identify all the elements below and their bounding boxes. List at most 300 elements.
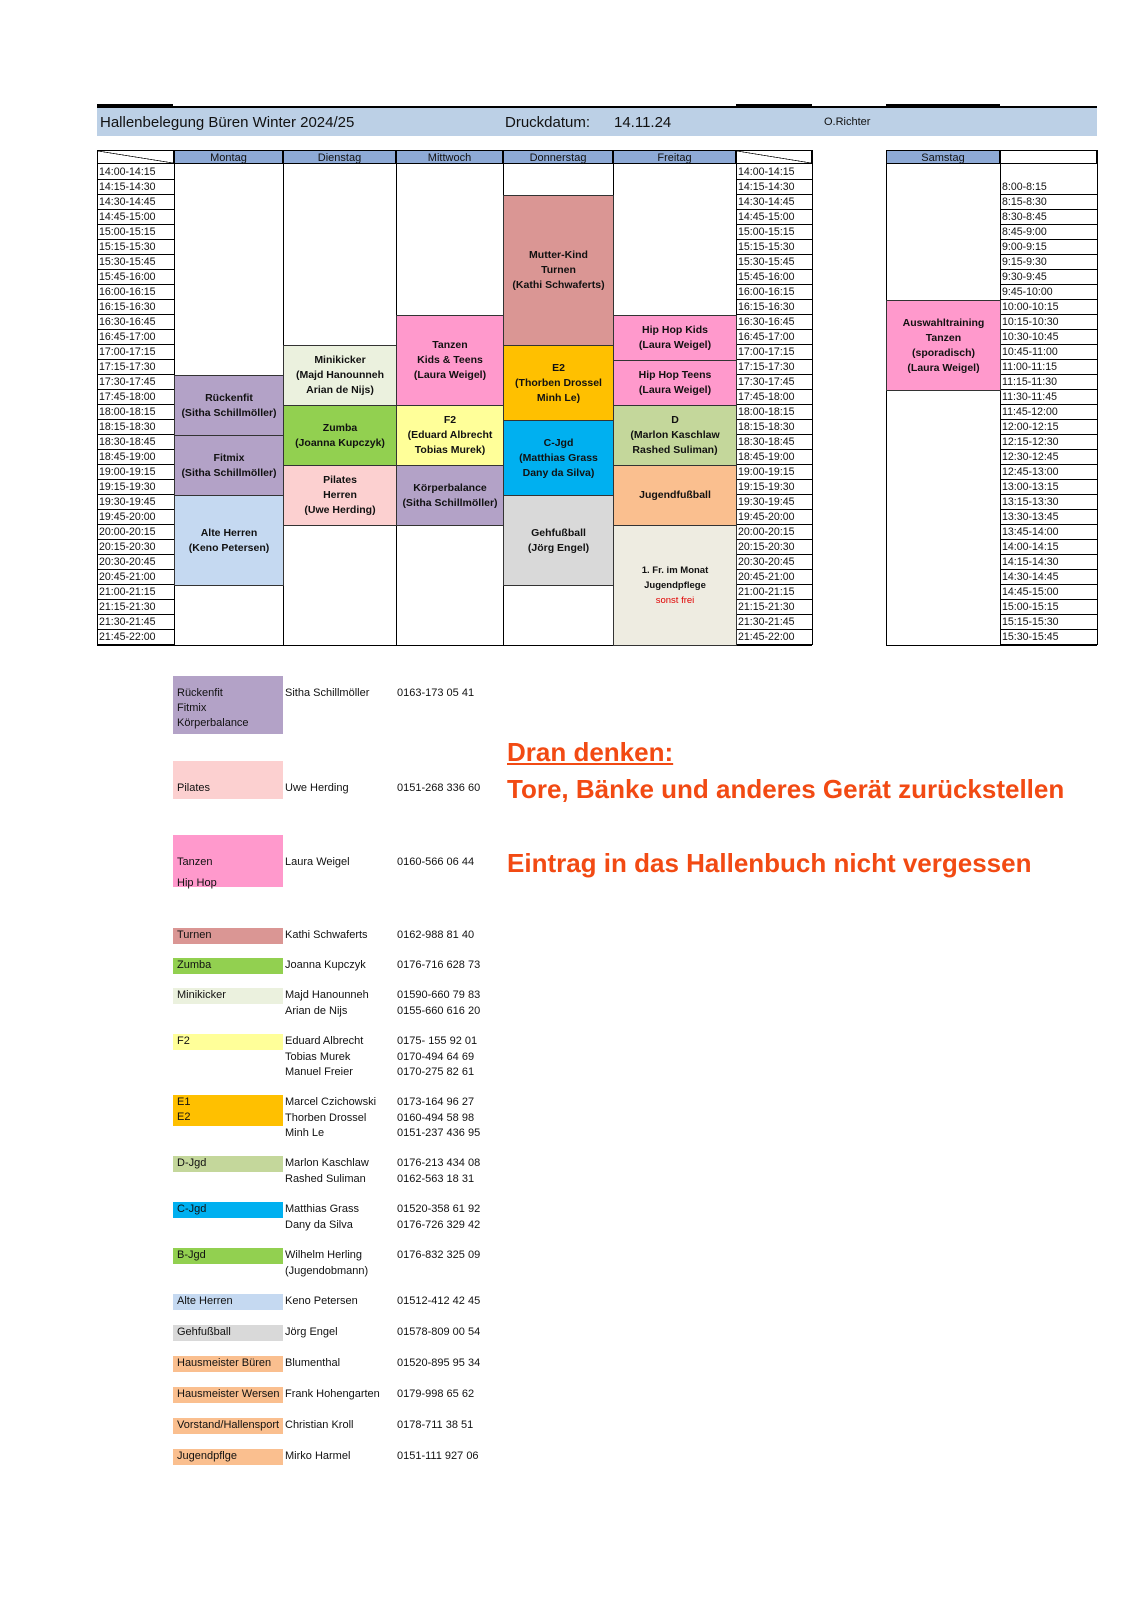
print-date: 14.11.24	[614, 114, 672, 131]
legend-label: Jugendpflge	[177, 1450, 237, 1462]
block-text: F2	[443, 414, 457, 426]
schedule-block-rueckenfit	[174, 375, 284, 436]
block-text: (Keno Petersen)	[188, 541, 270, 554]
contact-phone: 0151-268 336 60	[397, 782, 481, 794]
legend-swatch	[173, 1387, 283, 1403]
legend-label: C-Jgd	[177, 1203, 207, 1215]
block-text: Minh Le)	[536, 391, 581, 404]
legend-contact-names	[285, 1095, 376, 1142]
block-text: E2	[552, 361, 565, 374]
notice-heading: Dran denken:	[507, 737, 674, 767]
time-label-right: 20:00-20:15	[736, 525, 812, 540]
time-label-saturday: 9:00-9:15	[1000, 240, 1097, 255]
block-text: Tobias Murek)	[414, 444, 486, 456]
legend-contact-phones	[397, 1294, 480, 1310]
block-text: (Matthias Grass	[519, 451, 598, 464]
block-text: Pilates	[323, 474, 357, 486]
block-text: (Eduard Albrecht	[407, 429, 493, 441]
contact-name: Laura Weigel	[285, 856, 350, 868]
legend-contact-names	[285, 988, 369, 1019]
time-label-right: 20:45-21:00	[736, 570, 812, 585]
schedule-block-tanzen	[396, 315, 504, 406]
legend-contact-phones	[397, 1156, 480, 1187]
time-label-right: 15:30-15:45	[736, 255, 812, 270]
block-text: (Marlon Kaschlaw	[630, 429, 720, 441]
contact-phone: 0178-711 38 51	[397, 1419, 474, 1431]
grid-line	[886, 645, 1097, 646]
time-label-right: 21:00-21:15	[736, 585, 812, 600]
time-label-saturday: 14:30-14:45	[1000, 570, 1097, 585]
schedule-block-gehfussball	[503, 495, 614, 586]
contact-phone: 0170-494 64 69	[397, 1050, 475, 1063]
time-label-right: 16:15-16:30	[736, 300, 812, 315]
block-text: Dany da Silva)	[522, 466, 595, 479]
time-label-right: 20:15-20:30	[736, 540, 812, 555]
time-label-left: 17:00-17:15	[97, 345, 174, 360]
block-text: Rückenfit	[205, 391, 253, 404]
legend-contact-phones	[397, 1202, 480, 1233]
time-label-right: 19:00-19:15	[736, 465, 812, 480]
legend-label: B-Jgd	[177, 1249, 206, 1261]
legend-contact-phones	[397, 1325, 480, 1341]
time-label-left: 18:45-19:00	[97, 450, 174, 465]
block-text: Gehfußball	[531, 526, 586, 539]
time-label-left: 21:00-21:15	[97, 585, 174, 600]
block-text: Arian de Nijs)	[306, 384, 374, 396]
contact-phone: 01520-895 95 34	[397, 1357, 481, 1369]
time-label-saturday: 12:00-12:15	[1000, 420, 1097, 435]
time-label-left: 14:30-14:45	[97, 195, 174, 210]
time-label-left: 17:30-17:45	[97, 375, 174, 390]
legend-contact-phones	[397, 928, 474, 944]
time-label-right: 19:45-20:00	[736, 510, 812, 525]
time-label-right: 21:45-22:00	[736, 630, 812, 645]
schedule-block-mutter-kind	[503, 195, 614, 346]
block-text: C-Jgd	[543, 436, 574, 449]
time-label-right: 14:00-14:15	[736, 165, 812, 180]
contact-name: Wilhelm Herling	[285, 1249, 363, 1261]
time-label-left: 17:45-18:00	[97, 390, 174, 405]
time-label-saturday: 14:00-14:15	[1000, 540, 1097, 555]
page-title: Hallenbelegung Büren Winter 2024/25	[100, 114, 355, 131]
schedule-block-pilates	[283, 465, 397, 526]
contact-phone: 0176-726 329 42	[397, 1218, 481, 1231]
grid-line	[1097, 150, 1098, 645]
contact-phone: 0173-164 96 27	[397, 1096, 475, 1108]
contact-phone: 0151-111 927 06	[397, 1450, 479, 1462]
legend-label: E1	[177, 1096, 191, 1108]
legend-label: Minikicker	[177, 989, 226, 1001]
time-label-left: 20:30-20:45	[97, 555, 174, 570]
block-text: Tanzen	[925, 331, 962, 344]
legend-label: Rückenfit	[177, 687, 223, 699]
time-label-left: 19:30-19:45	[97, 495, 174, 510]
contact-name: Christian Kroll	[285, 1419, 354, 1431]
legend-swatch	[173, 835, 283, 887]
schedule-block-koerperbalance	[396, 465, 504, 526]
time-label-right: 19:30-19:45	[736, 495, 812, 510]
time-label-left: 18:30-18:45	[97, 435, 174, 450]
legend-label: Körperbalance	[177, 717, 249, 729]
legend-contact-names	[285, 1034, 363, 1081]
contact-phone: 0163-173 05 41	[397, 687, 475, 699]
time-label-right: 17:15-17:30	[736, 360, 812, 375]
notice-line-2: Eintrag in das Hallenbuch nicht vergessen	[507, 848, 1032, 878]
time-label-saturday: 10:45-11:00	[1000, 345, 1097, 360]
contact-phone: 0175- 155 92 01	[397, 1035, 478, 1047]
legend-contact-phones	[397, 855, 474, 871]
time-label-left: 16:00-16:15	[97, 285, 174, 300]
corner-cell	[736, 150, 812, 164]
contact-name: Sitha Schillmöller	[285, 687, 370, 699]
block-text: Mutter-Kind	[529, 249, 588, 261]
time-label-saturday: 12:45-13:00	[1000, 465, 1097, 480]
time-label-right: 15:15-15:30	[736, 240, 812, 255]
contact-phone: 01512-412 42 45	[397, 1295, 481, 1307]
block-text: Hip Hop Kids	[642, 324, 708, 336]
time-label-left: 20:45-21:00	[97, 570, 174, 585]
time-label-saturday: 9:15-9:30	[1000, 255, 1097, 270]
time-label-saturday: 11:00-11:15	[1000, 360, 1097, 375]
time-label-right: 15:45-16:00	[736, 270, 812, 285]
block-text: Fitmix	[213, 451, 245, 464]
legend-swatch	[173, 1034, 283, 1050]
block-text: Rashed Suliman)	[632, 444, 718, 456]
time-label-right: 21:15-21:30	[736, 600, 812, 615]
grid-line	[97, 150, 98, 645]
legend-label: D-Jgd	[177, 1157, 207, 1169]
block-text: D	[671, 414, 679, 426]
block-text: Alte Herren	[200, 526, 258, 539]
legend-contact-names	[285, 1248, 368, 1279]
grid-line	[1000, 150, 1001, 645]
time-label-right: 18:30-18:45	[736, 435, 812, 450]
schedule-block-f2	[396, 405, 504, 466]
contact-name: Frank Hohengarten	[285, 1388, 380, 1400]
time-label-left: 21:15-21:30	[97, 600, 174, 615]
block-text: Körperbalance	[413, 481, 487, 494]
legend-label: F2	[177, 1035, 190, 1047]
contact-name: Mirko Harmel	[285, 1450, 351, 1462]
time-label-right: 14:15-14:30	[736, 180, 812, 195]
legend-contact-names	[285, 1356, 340, 1372]
block-text: (Kathi Schwaferts)	[512, 279, 605, 291]
legend-contact-phones	[397, 686, 474, 702]
schedule-block-hiphop-kids	[613, 315, 737, 361]
contact-name: Dany da Silva	[285, 1218, 353, 1231]
corner-cell	[97, 150, 174, 164]
legend-contact-names	[285, 1202, 359, 1233]
time-label-left: 21:30-21:45	[97, 615, 174, 630]
time-label-left: 14:00-14:15	[97, 165, 174, 180]
time-label-saturday: 15:30-15:45	[1000, 630, 1097, 645]
day-header-samstag: Samstag	[886, 150, 1000, 164]
time-label-right: 16:30-16:45	[736, 315, 812, 330]
time-label-saturday: 9:30-9:45	[1000, 270, 1097, 285]
block-text: Herren	[323, 489, 357, 501]
legend-swatch	[173, 958, 283, 974]
legend-swatch	[173, 1248, 283, 1264]
schedule-block-auswahl	[886, 300, 1001, 391]
time-label-saturday: 14:15-14:30	[1000, 555, 1097, 570]
grid-line	[812, 150, 813, 645]
contact-phone: 01578-809 00 54	[397, 1326, 481, 1338]
block-text: Zumba	[322, 421, 358, 434]
contact-phone: 0155-660 616 20	[397, 1004, 481, 1017]
time-label-saturday: 15:00-15:15	[1000, 600, 1097, 615]
time-label-right: 18:15-18:30	[736, 420, 812, 435]
header-rule	[886, 104, 1000, 106]
contact-name: Kathi Schwaferts	[285, 929, 368, 941]
block-text: (Majd Hanounneh	[295, 369, 385, 381]
legend-label: Hausmeister Wersen	[177, 1388, 280, 1400]
header-rule	[736, 104, 812, 106]
schedule-block-hiphop-teens	[613, 360, 737, 406]
contact-phone: 01590-660 79 83	[397, 989, 481, 1001]
time-label-left: 20:00-20:15	[97, 525, 174, 540]
contact-phone: 0151-237 436 95	[397, 1127, 481, 1139]
day-header-montag: Montag	[174, 150, 283, 164]
legend-label: E2	[177, 1111, 191, 1123]
time-label-right: 20:30-20:45	[736, 555, 812, 570]
block-text: (Laura Weigel)	[413, 369, 487, 381]
legend-swatch	[173, 1294, 283, 1310]
block-text: Tanzen	[432, 339, 468, 351]
legend-contact-phones	[397, 1418, 473, 1434]
day-header-donnerstag: Donnerstag	[503, 150, 613, 164]
block-text: (sporadisch)	[911, 346, 975, 359]
legend-contact-names	[285, 1294, 358, 1310]
legend-swatch	[173, 1356, 283, 1372]
contact-phone: 0162-563 18 31	[397, 1172, 475, 1185]
contact-name: Rashed Suliman	[285, 1172, 366, 1185]
contact-name: Eduard Albrecht	[285, 1035, 364, 1047]
legend-contact-names	[285, 1387, 380, 1403]
legend-label: Pilates	[177, 782, 211, 794]
legend-swatch	[173, 1449, 283, 1465]
legend-contact-phones	[397, 1248, 480, 1264]
grid-line	[886, 150, 887, 645]
block-text: (Joanna Kupczyk)	[295, 436, 385, 449]
legend-contact-names	[285, 1418, 353, 1434]
time-label-right: 17:30-17:45	[736, 375, 812, 390]
time-label-saturday: 10:30-10:45	[1000, 330, 1097, 345]
contact-name: Arian de Nijs	[285, 1004, 348, 1017]
schedule-block-fitmix	[174, 435, 284, 496]
time-label-left: 14:45-15:00	[97, 210, 174, 225]
time-label-left: 14:15-14:30	[97, 180, 174, 195]
time-label-left: 17:15-17:30	[97, 360, 174, 375]
contact-name: Tobias Murek	[285, 1050, 351, 1063]
block-text: Hip Hop Teens	[638, 369, 712, 381]
day-header-mittwoch: Mittwoch	[396, 150, 503, 164]
time-label-right: 19:15-19:30	[736, 480, 812, 495]
time-label-right: 18:00-18:15	[736, 405, 812, 420]
contact-name: Blumenthal	[285, 1357, 341, 1369]
legend-contact-phones	[397, 1034, 477, 1081]
schedule-block-jugendfussball	[613, 465, 737, 526]
notice-line-1: Tore, Bänke und anderes Gerät zurückstellen	[507, 774, 1065, 804]
time-label-left: 19:15-19:30	[97, 480, 174, 495]
legend-label: Vorstand/Hallensport	[177, 1419, 280, 1431]
contact-name: Majd Hanounneh	[285, 989, 369, 1001]
time-label-saturday: 15:15-15:30	[1000, 615, 1097, 630]
header-bar	[97, 106, 1097, 136]
legend-contact-names	[285, 958, 366, 974]
author: O.Richter	[824, 116, 871, 128]
legend-contact-phones	[397, 1095, 480, 1142]
contact-phone: 0176-832 325 09	[397, 1249, 481, 1261]
time-label-saturday: 10:00-10:15	[1000, 300, 1097, 315]
block-text: (Laura Weigel)	[907, 361, 980, 374]
time-label-left: 18:15-18:30	[97, 420, 174, 435]
time-label-saturday: 8:45-9:00	[1000, 225, 1097, 240]
header-cell	[1000, 150, 1097, 164]
legend-label: Tanzen	[177, 856, 213, 868]
legend-label: Turnen	[177, 929, 212, 941]
legend-label: Gehfußball	[177, 1326, 231, 1338]
time-label-saturday: 8:15-8:30	[1000, 195, 1097, 210]
contact-name: (Jugendobmann)	[285, 1264, 369, 1277]
legend-contact-phones	[397, 1449, 479, 1465]
legend-contact-names	[285, 855, 350, 871]
time-label-left: 21:45-22:00	[97, 630, 174, 645]
contact-name: Uwe Herding	[285, 782, 349, 794]
contact-name: Marcel Czichowski	[285, 1096, 377, 1108]
contact-name: Manuel Freier	[285, 1066, 353, 1078]
contact-name: Joanna Kupczyk	[285, 959, 366, 971]
time-label-left: 16:15-16:30	[97, 300, 174, 315]
time-label-left: 20:15-20:30	[97, 540, 174, 555]
legend-swatch	[173, 1095, 283, 1126]
legend-swatch	[173, 1325, 283, 1341]
block-text: (Jörg Engel)	[527, 541, 590, 554]
day-header-dienstag: Dienstag	[283, 150, 396, 164]
block-text: (Thorben Drossel	[515, 376, 602, 389]
block-text: (Laura Weigel)	[638, 384, 712, 396]
time-label-left: 19:00-19:15	[97, 465, 174, 480]
block-text: Jugendpflege	[644, 580, 706, 591]
time-label-saturday: 9:45-10:00	[1000, 285, 1097, 300]
time-label-right: 14:45-15:00	[736, 210, 812, 225]
block-text: (Sitha Schillmöller)	[402, 496, 498, 509]
legend-contact-phones	[397, 988, 480, 1019]
time-label-saturday: 8:30-8:45	[1000, 210, 1097, 225]
time-label-right: 16:45-17:00	[736, 330, 812, 345]
legend-contact-names	[285, 1156, 369, 1187]
block-text: (Sitha Schillmöller)	[181, 406, 277, 419]
contact-phone: 01520-358 61 92	[397, 1203, 481, 1215]
schedule-block-zumba	[283, 405, 397, 466]
contact-phone: 0176-213 434 08	[397, 1157, 481, 1169]
contact-name: Marlon Kaschlaw	[285, 1157, 369, 1169]
legend-swatch	[173, 761, 283, 799]
time-label-right: 14:30-14:45	[736, 195, 812, 210]
time-label-right: 18:45-19:00	[736, 450, 812, 465]
block-note: sonst frei	[655, 595, 695, 606]
legend-contact-names	[285, 1449, 350, 1465]
time-label-saturday: 11:45-12:00	[1000, 405, 1097, 420]
time-label-left: 18:00-18:15	[97, 405, 174, 420]
schedule-block-alte-herren	[174, 495, 284, 586]
legend-swatch	[173, 676, 283, 734]
block-text: Jugendfußball	[639, 489, 711, 501]
legend-swatch	[173, 928, 283, 944]
time-label-left: 19:45-20:00	[97, 510, 174, 525]
block-text: 1. Fr. im Monat	[641, 565, 709, 576]
schedule-block-cjgd	[503, 420, 614, 496]
block-text: Turnen	[541, 264, 576, 276]
legend-swatch	[173, 1202, 283, 1218]
time-label-left: 15:00-15:15	[97, 225, 174, 240]
time-label-right: 21:30-21:45	[736, 615, 812, 630]
grid-line	[97, 150, 812, 151]
grid-line	[886, 150, 1097, 151]
legend-contact-names	[285, 781, 349, 797]
time-label-saturday: 13:45-14:00	[1000, 525, 1097, 540]
legend-swatch	[173, 988, 283, 1004]
block-text: Auswahltraining	[902, 316, 985, 329]
time-label-saturday: 13:15-13:30	[1000, 495, 1097, 510]
time-label-saturday: 10:15-10:30	[1000, 315, 1097, 330]
legend-contact-names	[285, 686, 369, 702]
block-text: (Uwe Herding)	[304, 504, 376, 516]
time-label-right: 17:45-18:00	[736, 390, 812, 405]
legend-contact-phones	[397, 1356, 480, 1372]
legend-contact-phones	[397, 781, 480, 797]
time-label-saturday: 13:00-13:15	[1000, 480, 1097, 495]
contact-name: Keno Petersen	[285, 1295, 358, 1307]
header-rule	[97, 104, 173, 106]
legend-swatch	[173, 1156, 283, 1172]
schedule-block-minikicker	[283, 345, 397, 406]
legend-swatch	[173, 1418, 283, 1434]
legend-contact-names	[285, 1325, 338, 1341]
contact-phone: 0160-566 06 44	[397, 856, 475, 868]
legend-label: Hausmeister Büren	[177, 1357, 272, 1369]
time-label-right: 15:00-15:15	[736, 225, 812, 240]
contact-name: Minh Le	[285, 1127, 325, 1139]
schedule-block-d	[613, 405, 737, 466]
block-text: Minikicker	[314, 354, 366, 366]
contact-name: Matthias Grass	[285, 1203, 359, 1215]
time-label-saturday: 11:30-11:45	[1000, 390, 1097, 405]
time-label-saturday: 13:30-13:45	[1000, 510, 1097, 525]
time-label-saturday: 14:45-15:00	[1000, 585, 1097, 600]
contact-phone: 0170-275 82 61	[397, 1066, 475, 1078]
block-text: Kids & Teens	[417, 354, 483, 366]
contact-phone: 0162-988 81 40	[397, 929, 475, 941]
legend-contact-names	[285, 928, 368, 944]
time-label-saturday: 12:30-12:45	[1000, 450, 1097, 465]
time-label-left: 15:30-15:45	[97, 255, 174, 270]
block-text: (Sitha Schillmöller)	[181, 466, 277, 479]
time-label-saturday: 11:15-11:30	[1000, 375, 1097, 390]
time-label-saturday: 8:00-8:15	[1000, 180, 1097, 195]
block-text: (Laura Weigel)	[638, 339, 712, 351]
schedule-block-e2	[503, 345, 614, 421]
time-label-left: 15:15-15:30	[97, 240, 174, 255]
time-label-right: 17:00-17:15	[736, 345, 812, 360]
day-header-freitag: Freitag	[613, 150, 736, 164]
legend-label: Zumba	[177, 959, 212, 971]
legend-label: Hip Hop	[177, 877, 217, 889]
legend-contact-phones	[397, 958, 480, 974]
legend-label: Alte Herren	[177, 1295, 233, 1307]
time-label-right: 16:00-16:15	[736, 285, 812, 300]
contact-name: Thorben Drossel	[285, 1111, 367, 1124]
print-date-label: Druckdatum:	[505, 114, 591, 131]
